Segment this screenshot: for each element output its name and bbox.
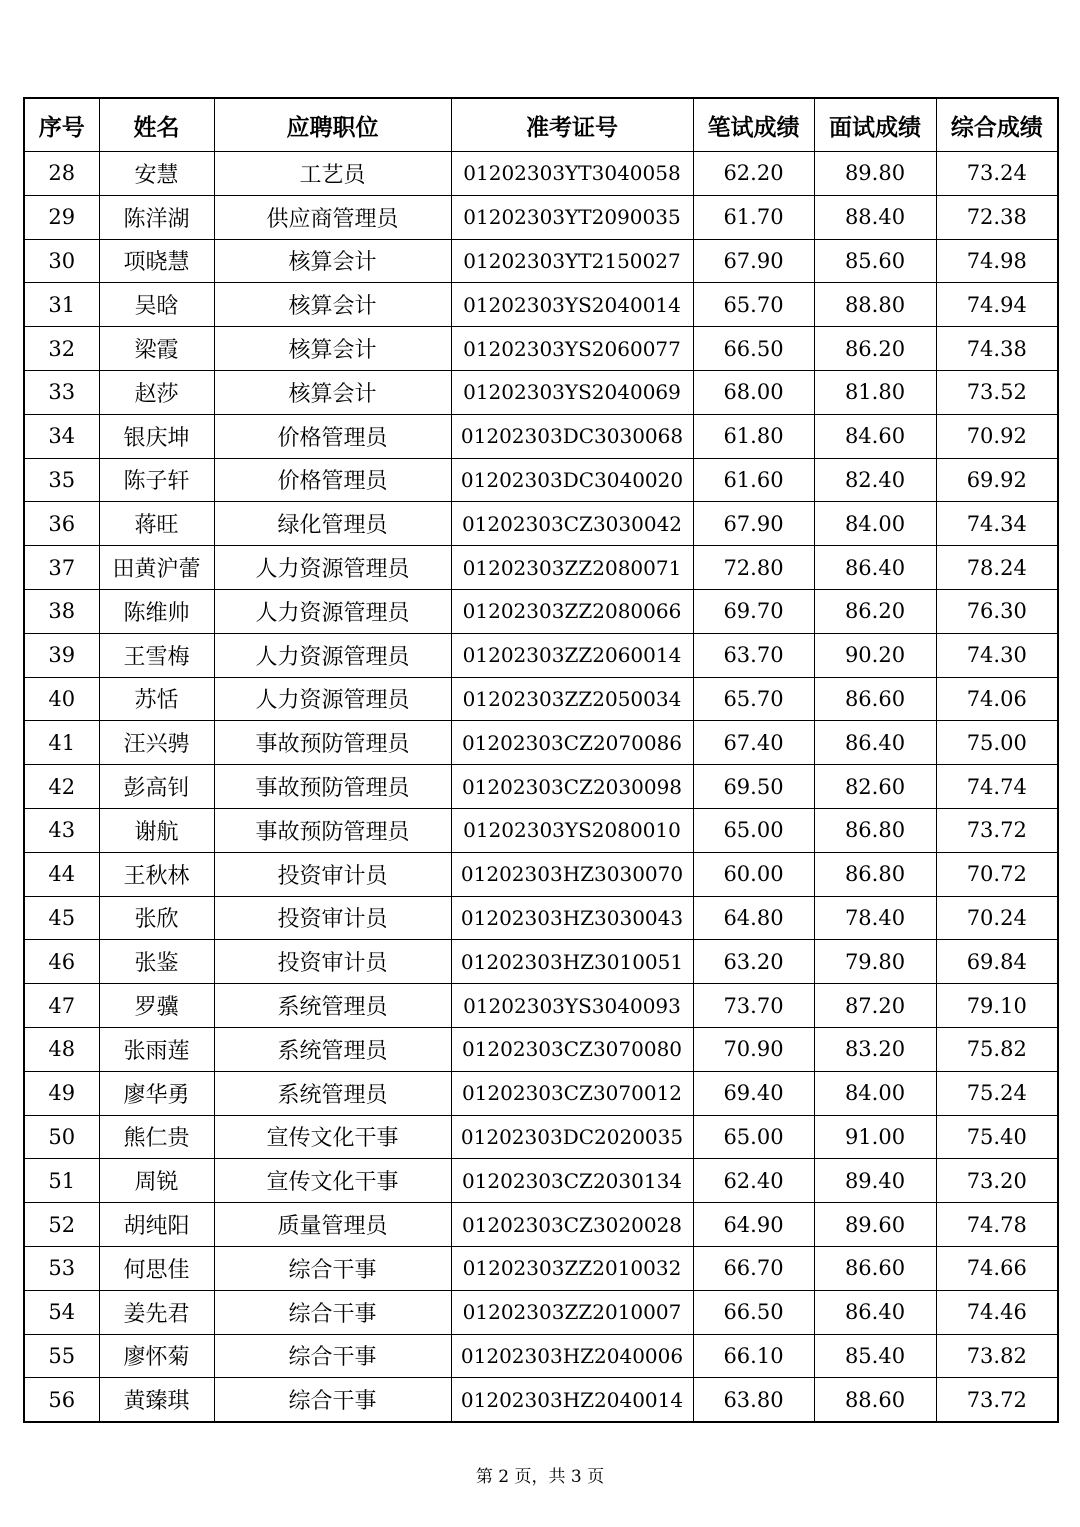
header-exam-id: 准考证号 xyxy=(451,98,693,152)
table-row xyxy=(24,1071,1058,1115)
cell-name: 陈维帅 xyxy=(99,589,214,633)
cell-position: 价格管理员 xyxy=(214,414,451,458)
cell-index: 44 xyxy=(24,852,99,896)
cell-total-score: 76.30 xyxy=(936,589,1058,633)
cell-total-score: 69.92 xyxy=(936,458,1058,502)
cell-written-score: 66.50 xyxy=(693,327,814,371)
cell-total-score: 73.24 xyxy=(936,152,1058,196)
cell-exam-id: 01202303YS3040093 xyxy=(451,984,693,1028)
cell-position: 人力资源管理员 xyxy=(214,677,451,721)
cell-name: 彭高钊 xyxy=(99,765,214,809)
cell-exam-id: 01202303YS2080010 xyxy=(451,808,693,852)
cell-index: 28 xyxy=(24,152,99,196)
cell-written-score: 73.70 xyxy=(693,984,814,1028)
cell-index: 47 xyxy=(24,984,99,1028)
cell-total-score: 74.94 xyxy=(936,283,1058,327)
cell-written-score: 69.40 xyxy=(693,1071,814,1115)
table-row xyxy=(24,458,1058,502)
cell-interview-score: 86.20 xyxy=(814,327,936,371)
cell-exam-id: 01202303CZ2030098 xyxy=(451,765,693,809)
cell-written-score: 65.00 xyxy=(693,808,814,852)
cell-index: 54 xyxy=(24,1290,99,1334)
table-row xyxy=(24,940,1058,984)
cell-total-score: 73.72 xyxy=(936,1378,1058,1422)
cell-interview-score: 86.20 xyxy=(814,589,936,633)
cell-total-score: 73.82 xyxy=(936,1334,1058,1378)
cell-exam-id: 01202303ZZ2010007 xyxy=(451,1290,693,1334)
table-row xyxy=(24,1115,1058,1159)
cell-interview-score: 88.60 xyxy=(814,1378,936,1422)
cell-exam-id: 01202303CZ3070012 xyxy=(451,1071,693,1115)
cell-name: 吴晗 xyxy=(99,283,214,327)
cell-total-score: 74.38 xyxy=(936,327,1058,371)
cell-written-score: 61.80 xyxy=(693,414,814,458)
cell-exam-id: 01202303YS2040014 xyxy=(451,283,693,327)
cell-written-score: 69.70 xyxy=(693,589,814,633)
cell-total-score: 78.24 xyxy=(936,546,1058,590)
cell-total-score: 75.24 xyxy=(936,1071,1058,1115)
cell-index: 42 xyxy=(24,765,99,809)
cell-position: 核算会计 xyxy=(214,283,451,327)
cell-position: 核算会计 xyxy=(214,239,451,283)
cell-position: 投资审计员 xyxy=(214,852,451,896)
cell-name: 何思佳 xyxy=(99,1246,214,1290)
cell-index: 40 xyxy=(24,677,99,721)
cell-written-score: 64.80 xyxy=(693,896,814,940)
cell-position: 综合干事 xyxy=(214,1246,451,1290)
cell-position: 综合干事 xyxy=(214,1290,451,1334)
cell-exam-id: 01202303CZ3070080 xyxy=(451,1027,693,1071)
cell-index: 35 xyxy=(24,458,99,502)
cell-position: 宣传文化干事 xyxy=(214,1115,451,1159)
cell-index: 34 xyxy=(24,414,99,458)
cell-interview-score: 86.80 xyxy=(814,808,936,852)
cell-index: 31 xyxy=(24,283,99,327)
cell-total-score: 72.38 xyxy=(936,195,1058,239)
table-row xyxy=(24,195,1058,239)
cell-total-score: 70.92 xyxy=(936,414,1058,458)
cell-index: 38 xyxy=(24,589,99,633)
table-row xyxy=(24,677,1058,721)
table-row xyxy=(24,1027,1058,1071)
cell-name: 张鉴 xyxy=(99,940,214,984)
table-row xyxy=(24,808,1058,852)
cell-exam-id: 01202303ZZ2080066 xyxy=(451,589,693,633)
cell-interview-score: 85.60 xyxy=(814,239,936,283)
cell-exam-id: 01202303DC2020035 xyxy=(451,1115,693,1159)
cell-written-score: 63.20 xyxy=(693,940,814,984)
cell-exam-id: 01202303DC3030068 xyxy=(451,414,693,458)
cell-index: 33 xyxy=(24,370,99,414)
table-row xyxy=(24,370,1058,414)
cell-interview-score: 84.00 xyxy=(814,502,936,546)
cell-written-score: 66.10 xyxy=(693,1334,814,1378)
cell-written-score: 61.60 xyxy=(693,458,814,502)
cell-exam-id: 01202303YT2090035 xyxy=(451,195,693,239)
cell-index: 43 xyxy=(24,808,99,852)
cell-index: 29 xyxy=(24,195,99,239)
cell-index: 51 xyxy=(24,1159,99,1203)
table-body xyxy=(24,152,1058,1423)
header-name: 姓名 xyxy=(99,98,214,152)
page-footer: 第 2 页，共 3 页 xyxy=(475,1467,605,1487)
cell-interview-score: 90.20 xyxy=(814,633,936,677)
cell-position: 综合干事 xyxy=(214,1378,451,1422)
cell-total-score: 74.66 xyxy=(936,1246,1058,1290)
cell-exam-id: 01202303CZ3030042 xyxy=(451,502,693,546)
cell-written-score: 63.80 xyxy=(693,1378,814,1422)
table-row xyxy=(24,546,1058,590)
cell-total-score: 73.52 xyxy=(936,370,1058,414)
cell-position: 系统管理员 xyxy=(214,1071,451,1115)
cell-name: 廖华勇 xyxy=(99,1071,214,1115)
cell-position: 系统管理员 xyxy=(214,984,451,1028)
cell-exam-id: 01202303ZZ2010032 xyxy=(451,1246,693,1290)
cell-index: 53 xyxy=(24,1246,99,1290)
table-row xyxy=(24,721,1058,765)
cell-interview-score: 84.00 xyxy=(814,1071,936,1115)
cell-name: 谢航 xyxy=(99,808,214,852)
cell-position: 工艺员 xyxy=(214,152,451,196)
cell-written-score: 66.50 xyxy=(693,1290,814,1334)
cell-index: 41 xyxy=(24,721,99,765)
cell-interview-score: 87.20 xyxy=(814,984,936,1028)
cell-name: 田黄沪蕾 xyxy=(99,546,214,590)
cell-interview-score: 89.60 xyxy=(814,1203,936,1247)
table-row xyxy=(24,1246,1058,1290)
cell-position: 事故预防管理员 xyxy=(214,721,451,765)
cell-written-score: 69.50 xyxy=(693,765,814,809)
cell-exam-id: 01202303CZ2070086 xyxy=(451,721,693,765)
header-position: 应聘职位 xyxy=(214,98,451,152)
cell-name: 罗骥 xyxy=(99,984,214,1028)
cell-interview-score: 83.20 xyxy=(814,1027,936,1071)
cell-written-score: 61.70 xyxy=(693,195,814,239)
cell-position: 价格管理员 xyxy=(214,458,451,502)
table-row xyxy=(24,327,1058,371)
cell-name: 项晓慧 xyxy=(99,239,214,283)
cell-name: 银庆坤 xyxy=(99,414,214,458)
cell-total-score: 73.20 xyxy=(936,1159,1058,1203)
cell-exam-id: 01202303ZZ2060014 xyxy=(451,633,693,677)
cell-name: 姜先君 xyxy=(99,1290,214,1334)
cell-written-score: 65.70 xyxy=(693,283,814,327)
cell-written-score: 62.20 xyxy=(693,152,814,196)
table-row xyxy=(24,984,1058,1028)
cell-name: 王秋林 xyxy=(99,852,214,896)
cell-name: 梁霞 xyxy=(99,327,214,371)
cell-index: 49 xyxy=(24,1071,99,1115)
cell-written-score: 62.40 xyxy=(693,1159,814,1203)
cell-exam-id: 01202303DC3040020 xyxy=(451,458,693,502)
cell-position: 人力资源管理员 xyxy=(214,589,451,633)
cell-interview-score: 82.40 xyxy=(814,458,936,502)
cell-written-score: 65.70 xyxy=(693,677,814,721)
cell-interview-score: 88.80 xyxy=(814,283,936,327)
cell-position: 绿化管理员 xyxy=(214,502,451,546)
cell-index: 52 xyxy=(24,1203,99,1247)
cell-written-score: 65.00 xyxy=(693,1115,814,1159)
table-row xyxy=(24,283,1058,327)
cell-name: 赵莎 xyxy=(99,370,214,414)
cell-position: 人力资源管理员 xyxy=(214,546,451,590)
cell-name: 苏恬 xyxy=(99,677,214,721)
cell-written-score: 67.90 xyxy=(693,502,814,546)
cell-exam-id: 01202303HZ3010051 xyxy=(451,940,693,984)
cell-interview-score: 82.60 xyxy=(814,765,936,809)
cell-interview-score: 81.80 xyxy=(814,370,936,414)
cell-interview-score: 78.40 xyxy=(814,896,936,940)
cell-name: 陈子轩 xyxy=(99,458,214,502)
header-total-score: 综合成绩 xyxy=(936,98,1058,152)
cell-position: 人力资源管理员 xyxy=(214,633,451,677)
table-row xyxy=(24,589,1058,633)
table-header-row xyxy=(24,98,1058,152)
cell-exam-id: 01202303HZ3030043 xyxy=(451,896,693,940)
cell-name: 胡纯阳 xyxy=(99,1203,214,1247)
cell-name: 汪兴骋 xyxy=(99,721,214,765)
cell-name: 张欣 xyxy=(99,896,214,940)
cell-exam-id: 01202303YT3040058 xyxy=(451,152,693,196)
cell-interview-score: 86.40 xyxy=(814,546,936,590)
cell-interview-score: 84.60 xyxy=(814,414,936,458)
cell-exam-id: 01202303CZ2030134 xyxy=(451,1159,693,1203)
cell-position: 事故预防管理员 xyxy=(214,808,451,852)
cell-index: 56 xyxy=(24,1378,99,1422)
cell-exam-id: 01202303ZZ2050034 xyxy=(451,677,693,721)
cell-interview-score: 86.60 xyxy=(814,677,936,721)
cell-total-score: 75.82 xyxy=(936,1027,1058,1071)
cell-interview-score: 86.40 xyxy=(814,1290,936,1334)
cell-index: 48 xyxy=(24,1027,99,1071)
cell-index: 30 xyxy=(24,239,99,283)
cell-exam-id: 01202303YS2040069 xyxy=(451,370,693,414)
cell-name: 张雨莲 xyxy=(99,1027,214,1071)
cell-index: 36 xyxy=(24,502,99,546)
cell-position: 投资审计员 xyxy=(214,940,451,984)
cell-name: 王雪梅 xyxy=(99,633,214,677)
cell-name: 廖怀菊 xyxy=(99,1334,214,1378)
cell-exam-id: 01202303HZ2040014 xyxy=(451,1378,693,1422)
header-written-score: 笔试成绩 xyxy=(693,98,814,152)
cell-index: 50 xyxy=(24,1115,99,1159)
cell-index: 37 xyxy=(24,546,99,590)
cell-position: 核算会计 xyxy=(214,370,451,414)
cell-written-score: 67.40 xyxy=(693,721,814,765)
cell-position: 投资审计员 xyxy=(214,896,451,940)
cell-written-score: 60.00 xyxy=(693,852,814,896)
cell-total-score: 74.98 xyxy=(936,239,1058,283)
table-row xyxy=(24,852,1058,896)
cell-total-score: 74.74 xyxy=(936,765,1058,809)
cell-total-score: 74.46 xyxy=(936,1290,1058,1334)
cell-total-score: 73.72 xyxy=(936,808,1058,852)
cell-interview-score: 85.40 xyxy=(814,1334,936,1378)
cell-index: 39 xyxy=(24,633,99,677)
cell-exam-id: 01202303YT2150027 xyxy=(451,239,693,283)
cell-name: 黄臻琪 xyxy=(99,1378,214,1422)
cell-total-score: 74.30 xyxy=(936,633,1058,677)
cell-interview-score: 86.60 xyxy=(814,1246,936,1290)
cell-interview-score: 89.40 xyxy=(814,1159,936,1203)
cell-position: 核算会计 xyxy=(214,327,451,371)
cell-name: 周锐 xyxy=(99,1159,214,1203)
cell-written-score: 64.90 xyxy=(693,1203,814,1247)
cell-name: 熊仁贵 xyxy=(99,1115,214,1159)
cell-written-score: 66.70 xyxy=(693,1246,814,1290)
header-interview-score: 面试成绩 xyxy=(814,98,936,152)
cell-position: 系统管理员 xyxy=(214,1027,451,1071)
cell-position: 宣传文化干事 xyxy=(214,1159,451,1203)
cell-position: 事故预防管理员 xyxy=(214,765,451,809)
cell-index: 32 xyxy=(24,327,99,371)
header-index: 序号 xyxy=(24,98,99,152)
cell-exam-id: 01202303HZ3030070 xyxy=(451,852,693,896)
table-row xyxy=(24,414,1058,458)
table-row xyxy=(24,239,1058,283)
cell-position: 供应商管理员 xyxy=(214,195,451,239)
cell-written-score: 70.90 xyxy=(693,1027,814,1071)
cell-exam-id: 01202303HZ2040006 xyxy=(451,1334,693,1378)
cell-written-score: 72.80 xyxy=(693,546,814,590)
cell-total-score: 75.00 xyxy=(936,721,1058,765)
cell-total-score: 69.84 xyxy=(936,940,1058,984)
cell-position: 综合干事 xyxy=(214,1334,451,1378)
table-row xyxy=(24,152,1058,196)
cell-total-score: 70.24 xyxy=(936,896,1058,940)
cell-interview-score: 86.40 xyxy=(814,721,936,765)
cell-position: 质量管理员 xyxy=(214,1203,451,1247)
cell-exam-id: 01202303ZZ2080071 xyxy=(451,546,693,590)
table-row xyxy=(24,765,1058,809)
table-row xyxy=(24,633,1058,677)
cell-index: 46 xyxy=(24,940,99,984)
cell-total-score: 79.10 xyxy=(936,984,1058,1028)
cell-total-score: 74.78 xyxy=(936,1203,1058,1247)
table-row xyxy=(24,1290,1058,1334)
cell-exam-id: 01202303CZ3020028 xyxy=(451,1203,693,1247)
table-row xyxy=(24,1203,1058,1247)
table-row xyxy=(24,896,1058,940)
cell-written-score: 67.90 xyxy=(693,239,814,283)
cell-index: 55 xyxy=(24,1334,99,1378)
cell-name: 蒋旺 xyxy=(99,502,214,546)
score-table xyxy=(23,97,1059,1423)
cell-written-score: 68.00 xyxy=(693,370,814,414)
cell-total-score: 74.06 xyxy=(936,677,1058,721)
cell-name: 安慧 xyxy=(99,152,214,196)
cell-total-score: 70.72 xyxy=(936,852,1058,896)
cell-interview-score: 89.80 xyxy=(814,152,936,196)
table-row xyxy=(24,1334,1058,1378)
cell-index: 45 xyxy=(24,896,99,940)
cell-interview-score: 88.40 xyxy=(814,195,936,239)
cell-written-score: 63.70 xyxy=(693,633,814,677)
cell-interview-score: 79.80 xyxy=(814,940,936,984)
table-row xyxy=(24,502,1058,546)
cell-interview-score: 91.00 xyxy=(814,1115,936,1159)
cell-exam-id: 01202303YS2060077 xyxy=(451,327,693,371)
table-row xyxy=(24,1378,1058,1422)
cell-total-score: 74.34 xyxy=(936,502,1058,546)
cell-name: 陈洋湖 xyxy=(99,195,214,239)
cell-total-score: 75.40 xyxy=(936,1115,1058,1159)
table-row xyxy=(24,1159,1058,1203)
cell-interview-score: 86.80 xyxy=(814,852,936,896)
